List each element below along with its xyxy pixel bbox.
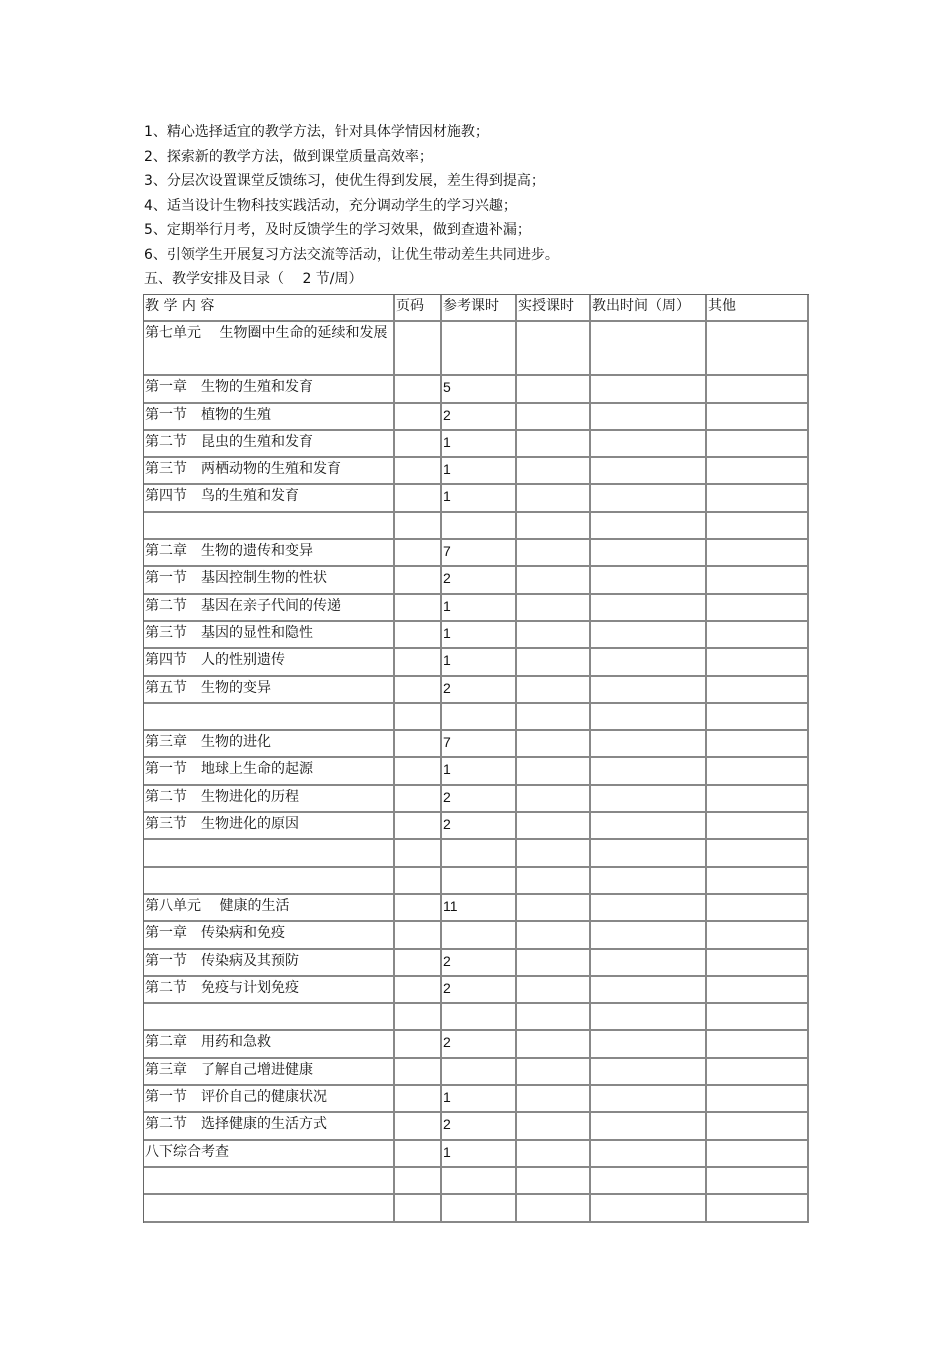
header-week: 教出时间（周）: [591, 295, 707, 322]
header-page: 页码: [395, 295, 442, 322]
cell-ref-hours: 2: [442, 404, 517, 431]
cell-content: 第二节 免疫与计划免疫: [144, 977, 395, 1004]
cell-week: [591, 786, 707, 813]
table-row: [144, 513, 809, 540]
table-row: [144, 840, 809, 867]
cell-actual-hours: [517, 376, 591, 403]
cell-ref-hours: [442, 1059, 517, 1086]
table-row: [144, 540, 809, 567]
cell-other: [707, 376, 809, 403]
table-row: [144, 595, 809, 622]
table-row: [144, 895, 809, 922]
cell-content: 第四节 鸟的生殖和发育: [144, 485, 395, 512]
table-row: [144, 485, 809, 512]
cell-week: [591, 840, 707, 867]
cell-content: [144, 868, 395, 895]
table-row: [144, 677, 809, 704]
cell-ref-hours: 2: [442, 786, 517, 813]
table-row: [144, 1141, 809, 1168]
cell-content: 第七单元 生物圈中生命的延续和发展: [144, 322, 395, 376]
cell-content: 第一节 植物的生殖: [144, 404, 395, 431]
cell-other: [707, 567, 809, 594]
cell-other: [707, 677, 809, 704]
cell-week: [591, 649, 707, 676]
cell-other: [707, 704, 809, 731]
header-ref-hours: 参考课时: [442, 295, 517, 322]
table-row: [144, 731, 809, 758]
cell-ref-hours: 11: [442, 895, 517, 922]
cell-actual-hours: [517, 485, 591, 512]
table-row: [144, 431, 809, 458]
cell-week: [591, 895, 707, 922]
header-other: 其他: [707, 295, 809, 322]
cell-actual-hours: [517, 567, 591, 594]
cell-week: [591, 1141, 707, 1168]
cell-content: 第二章 生物的遗传和变异: [144, 540, 395, 567]
cell-actual-hours: [517, 813, 591, 840]
cell-page: [395, 649, 442, 676]
cell-content: 第二节 基因在亲子代间的传递: [144, 595, 395, 622]
cell-week: [591, 458, 707, 485]
cell-actual-hours: [517, 513, 591, 540]
cell-week: [591, 1031, 707, 1058]
cell-actual-hours: [517, 1059, 591, 1086]
cell-other: [707, 1195, 809, 1222]
cell-other: [707, 895, 809, 922]
table-row: [144, 922, 809, 949]
cell-page: [395, 595, 442, 622]
cell-week: [591, 731, 707, 758]
cell-ref-hours: 2: [442, 977, 517, 1004]
cell-week: [591, 922, 707, 949]
cell-ref-hours: [442, 513, 517, 540]
list-item: 2、探索新的教学方法，做到课堂质量高效率；: [144, 148, 433, 165]
cell-page: [395, 950, 442, 977]
cell-content: 第三章 了解自己增进健康: [144, 1059, 395, 1086]
cell-actual-hours: [517, 322, 591, 376]
cell-actual-hours: [517, 458, 591, 485]
cell-ref-hours: [442, 922, 517, 949]
list-item: 5、定期举行月考，及时反馈学生的学习效果，做到查遗补漏；: [144, 222, 531, 239]
cell-week: [591, 376, 707, 403]
cell-ref-hours: 2: [442, 950, 517, 977]
cell-ref-hours: 1: [442, 431, 517, 458]
table-row: [144, 458, 809, 485]
cell-other: [707, 458, 809, 485]
cell-other: [707, 1059, 809, 1086]
cell-content: 第三节 两栖动物的生殖和发育: [144, 458, 395, 485]
cell-page: [395, 458, 442, 485]
table-row: [144, 1168, 809, 1195]
cell-content: 第一节 评价自己的健康状况: [144, 1086, 395, 1113]
cell-other: [707, 485, 809, 512]
cell-page: [395, 322, 442, 376]
cell-actual-hours: [517, 758, 591, 785]
cell-ref-hours: 2: [442, 677, 517, 704]
cell-ref-hours: 1: [442, 649, 517, 676]
cell-actual-hours: [517, 1004, 591, 1031]
cell-content: [144, 1195, 395, 1222]
cell-content: 第一章 传染病和免疫: [144, 922, 395, 949]
cell-page: [395, 1113, 442, 1140]
table-row: [144, 622, 809, 649]
cell-page: [395, 376, 442, 403]
cell-ref-hours: 1: [442, 458, 517, 485]
cell-page: [395, 431, 442, 458]
list-item: 3、分层次设置课堂反馈练习，使优生得到发展，差生得到提高；: [144, 173, 545, 190]
cell-other: [707, 922, 809, 949]
list-item: 4、适当设计生物科技实践活动，充分调动学生的学习兴趣；: [144, 197, 517, 214]
table-row: [144, 704, 809, 731]
cell-actual-hours: [517, 404, 591, 431]
table-row: [144, 404, 809, 431]
cell-page: [395, 677, 442, 704]
cell-content: [144, 1168, 395, 1195]
cell-other: [707, 840, 809, 867]
cell-content: 八下综合考查: [144, 1141, 395, 1168]
cell-other: [707, 649, 809, 676]
cell-ref-hours: 1: [442, 1086, 517, 1113]
cell-ref-hours: [442, 840, 517, 867]
cell-week: [591, 813, 707, 840]
table-body: [144, 322, 809, 1222]
cell-other: [707, 868, 809, 895]
cell-ref-hours: 1: [442, 595, 517, 622]
cell-week: [591, 950, 707, 977]
cell-content: [144, 513, 395, 540]
cell-ref-hours: 2: [442, 567, 517, 594]
table-row: [144, 1086, 809, 1113]
cell-actual-hours: [517, 868, 591, 895]
cell-page: [395, 1141, 442, 1168]
cell-other: [707, 1141, 809, 1168]
cell-other: [707, 622, 809, 649]
cell-content: 第三节 生物进化的原因: [144, 813, 395, 840]
cell-other: [707, 731, 809, 758]
cell-content: 第三节 基因的显性和隐性: [144, 622, 395, 649]
cell-ref-hours: 7: [442, 731, 517, 758]
cell-ref-hours: [442, 1004, 517, 1031]
cell-week: [591, 977, 707, 1004]
cell-week: [591, 868, 707, 895]
cell-actual-hours: [517, 649, 591, 676]
cell-content: 第四节 人的性别遗传: [144, 649, 395, 676]
cell-page: [395, 1004, 442, 1031]
cell-ref-hours: 1: [442, 1141, 517, 1168]
cell-actual-hours: [517, 786, 591, 813]
cell-week: [591, 513, 707, 540]
cell-other: [707, 1086, 809, 1113]
cell-page: [395, 540, 442, 567]
cell-actual-hours: [517, 1086, 591, 1113]
cell-week: [591, 1113, 707, 1140]
cell-page: [395, 868, 442, 895]
cell-other: [707, 786, 809, 813]
table-row: [144, 758, 809, 785]
cell-week: [591, 595, 707, 622]
cell-week: [591, 1168, 707, 1195]
cell-week: [591, 1059, 707, 1086]
cell-actual-hours: [517, 922, 591, 949]
cell-page: [395, 1086, 442, 1113]
cell-ref-hours: [442, 322, 517, 376]
cell-other: [707, 431, 809, 458]
cell-actual-hours: [517, 704, 591, 731]
table-row: [144, 1004, 809, 1031]
table-row: [144, 376, 809, 403]
cell-ref-hours: 1: [442, 622, 517, 649]
cell-week: [591, 677, 707, 704]
cell-ref-hours: 5: [442, 376, 517, 403]
schedule-table: [143, 294, 809, 1223]
cell-other: [707, 950, 809, 977]
cell-content: 第一章 生物的生殖和发育: [144, 376, 395, 403]
cell-actual-hours: [517, 840, 591, 867]
teaching-methods-list: [144, 120, 844, 268]
cell-ref-hours: [442, 704, 517, 731]
table-row: [144, 567, 809, 594]
cell-page: [395, 1195, 442, 1222]
cell-other: [707, 1004, 809, 1031]
table-header-row: [144, 295, 809, 322]
cell-actual-hours: [517, 595, 591, 622]
cell-other: [707, 513, 809, 540]
cell-page: [395, 404, 442, 431]
table-row: [144, 977, 809, 1004]
cell-other: [707, 813, 809, 840]
table-row: [144, 1113, 809, 1140]
cell-other: [707, 1168, 809, 1195]
cell-content: 第五节 生物的变异: [144, 677, 395, 704]
cell-actual-hours: [517, 431, 591, 458]
cell-page: [395, 895, 442, 922]
cell-ref-hours: 2: [442, 1113, 517, 1140]
cell-actual-hours: [517, 1031, 591, 1058]
cell-content: 第二节 选择健康的生活方式: [144, 1113, 395, 1140]
cell-other: [707, 595, 809, 622]
cell-content: 第二节 昆虫的生殖和发育: [144, 431, 395, 458]
header-content: 教 学 内 容: [144, 295, 395, 322]
cell-page: [395, 786, 442, 813]
cell-content: [144, 840, 395, 867]
cell-other: [707, 322, 809, 376]
list-item: 1、精心选择适宜的教学方法，针对具体学情因材施教；: [144, 124, 489, 140]
cell-other: [707, 1113, 809, 1140]
cell-page: [395, 1168, 442, 1195]
cell-ref-hours: 2: [442, 813, 517, 840]
cell-page: [395, 1059, 442, 1086]
cell-content: 第一节 地球上生命的起源: [144, 758, 395, 785]
cell-page: [395, 758, 442, 785]
table-row: [144, 322, 809, 376]
cell-week: [591, 1195, 707, 1222]
cell-ref-hours: 1: [442, 758, 517, 785]
cell-actual-hours: [517, 977, 591, 1004]
cell-content: 第二节 生物进化的历程: [144, 786, 395, 813]
cell-actual-hours: [517, 1113, 591, 1140]
cell-page: [395, 485, 442, 512]
cell-actual-hours: [517, 950, 591, 977]
cell-week: [591, 1004, 707, 1031]
cell-week: [591, 322, 707, 376]
cell-page: [395, 813, 442, 840]
cell-actual-hours: [517, 677, 591, 704]
cell-page: [395, 567, 442, 594]
table-row: [144, 868, 809, 895]
cell-week: [591, 485, 707, 512]
cell-content: 第八单元 健康的生活: [144, 895, 395, 922]
cell-actual-hours: [517, 1168, 591, 1195]
cell-content: 第二章 用药和急救: [144, 1031, 395, 1058]
table-row: [144, 649, 809, 676]
cell-ref-hours: 2: [442, 1031, 517, 1058]
cell-week: [591, 622, 707, 649]
cell-content: 第一节 基因控制生物的性状: [144, 567, 395, 594]
cell-page: [395, 731, 442, 758]
cell-actual-hours: [517, 731, 591, 758]
cell-other: [707, 540, 809, 567]
cell-content: [144, 704, 395, 731]
table-row: [144, 813, 809, 840]
cell-week: [591, 1086, 707, 1113]
cell-week: [591, 704, 707, 731]
cell-page: [395, 704, 442, 731]
list-item: 6、引领学生开展复习方法交流等活动，让优生带动差生共同进步。: [144, 246, 559, 263]
cell-other: [707, 404, 809, 431]
cell-ref-hours: [442, 1195, 517, 1222]
cell-actual-hours: [517, 895, 591, 922]
table-row: [144, 1031, 809, 1058]
cell-page: [395, 977, 442, 1004]
cell-page: [395, 622, 442, 649]
cell-other: [707, 758, 809, 785]
table-row: [144, 950, 809, 977]
table-row: [144, 1059, 809, 1086]
cell-week: [591, 431, 707, 458]
header-actual-hours: 实授课时: [517, 295, 591, 322]
cell-other: [707, 977, 809, 1004]
cell-week: [591, 540, 707, 567]
cell-other: [707, 1031, 809, 1058]
cell-ref-hours: [442, 1168, 517, 1195]
cell-actual-hours: [517, 1195, 591, 1222]
cell-content: [144, 1004, 395, 1031]
cell-page: [395, 513, 442, 540]
cell-week: [591, 758, 707, 785]
cell-ref-hours: [442, 868, 517, 895]
cell-week: [591, 567, 707, 594]
cell-ref-hours: 1: [442, 485, 517, 512]
cell-week: [591, 404, 707, 431]
cell-actual-hours: [517, 1141, 591, 1168]
cell-actual-hours: [517, 622, 591, 649]
table-row: [144, 1195, 809, 1222]
section-title: 五、教学安排及目录（ 2 节/周）: [144, 271, 363, 287]
cell-ref-hours: 7: [442, 540, 517, 567]
cell-page: [395, 840, 442, 867]
cell-content: 第一节 传染病及其预防: [144, 950, 395, 977]
cell-page: [395, 922, 442, 949]
table-row: [144, 786, 809, 813]
cell-actual-hours: [517, 540, 591, 567]
cell-page: [395, 1031, 442, 1058]
cell-content: 第三章 生物的进化: [144, 731, 395, 758]
